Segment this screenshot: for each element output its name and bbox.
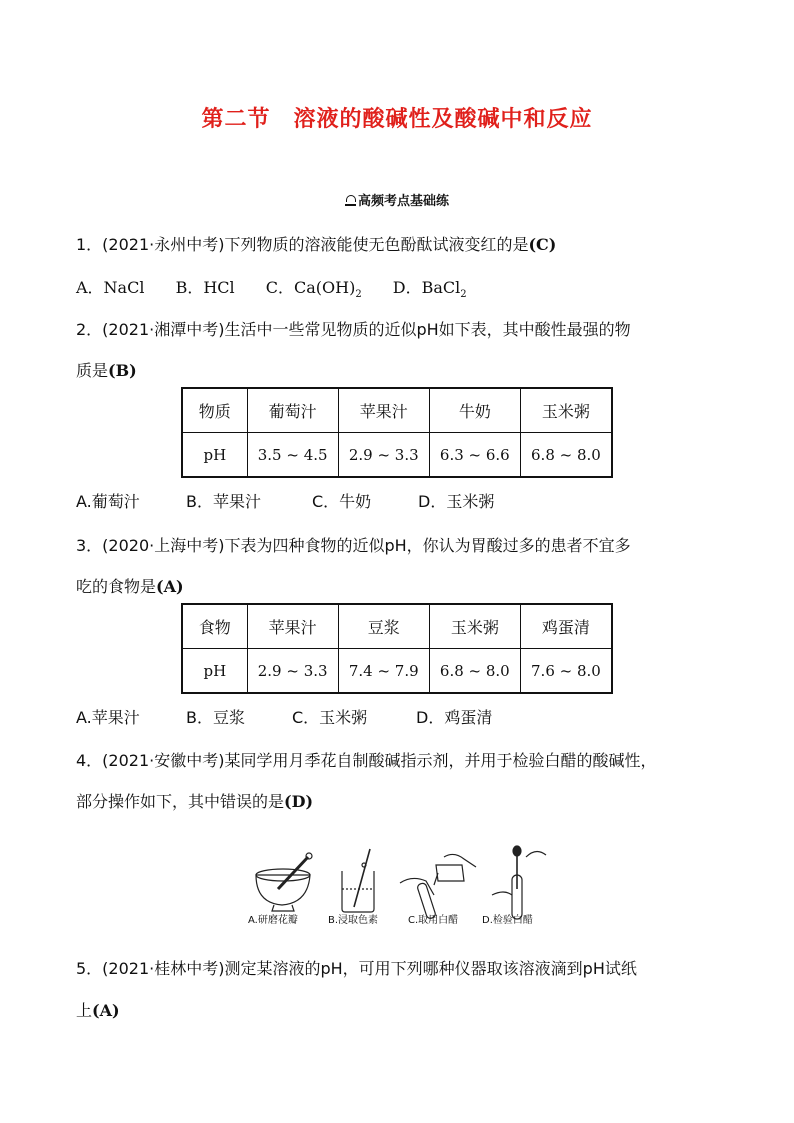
question-2-stem-line1: 2．(2021·湘潭中考)生活中一些常见物质的近似pH如下表，其中酸性最强的物 xyxy=(76,320,631,339)
option-d-main: D．BaCl xyxy=(392,278,461,297)
question-3-text: 吃的食物是 xyxy=(76,577,157,596)
option-c-sub: 2 xyxy=(355,289,362,301)
question-3-answer: (A) xyxy=(156,577,184,596)
table-cell: pH xyxy=(182,433,247,478)
question-1-answer: (C) xyxy=(528,235,557,254)
table-row xyxy=(182,433,612,478)
table-cell: 3.5 ~ 4.5 xyxy=(247,433,338,478)
figure-captions xyxy=(248,911,558,926)
table-cell: 6.8 ~ 8.0 xyxy=(429,649,520,694)
question-5-answer: (A) xyxy=(92,1001,120,1020)
page-title: 第二节 溶液的酸碱性及酸碱中和反应 xyxy=(201,107,593,132)
option-b: B．HCl xyxy=(175,278,235,297)
table-cell: 豆浆 xyxy=(338,604,429,649)
option-d: D．鸡蛋清 xyxy=(416,708,493,727)
table-row xyxy=(182,604,612,649)
option-c: C．牛奶 xyxy=(312,492,372,511)
caption-b: B.浸取色素 xyxy=(328,915,379,926)
question-3-stem-line2 xyxy=(76,574,184,597)
question-1-text: 1．(2021·永州中考)下列物质的溶液能使无色酚酞试液变红的是 xyxy=(76,235,529,254)
question-5-text: 上 xyxy=(76,1001,93,1020)
table-cell: 苹果汁 xyxy=(338,388,429,433)
option-b: B．豆浆 xyxy=(186,708,245,727)
option-d xyxy=(393,275,467,300)
question-2-text: 质是 xyxy=(76,361,109,380)
option-c: C．玉米粥 xyxy=(292,708,368,727)
question-2-options xyxy=(76,489,494,512)
caption-d: D.检验白醋 xyxy=(482,915,533,926)
table-cell: 玉米粥 xyxy=(520,388,612,433)
ph-table-q2 xyxy=(181,387,613,478)
table-cell: 2.9 ~ 3.3 xyxy=(247,649,338,694)
mortar-pestle-illustration xyxy=(256,853,312,911)
question-2-stem-line2 xyxy=(76,358,137,381)
caption-a: A.研磨花瓣 xyxy=(248,915,298,926)
table-cell: 6.8 ~ 8.0 xyxy=(520,433,612,478)
question-2-answer: (B) xyxy=(108,361,137,380)
dropper-test-illustration xyxy=(492,846,546,919)
question-4-answer: (D) xyxy=(284,792,314,811)
option-a: A.葡萄汁 xyxy=(76,492,140,511)
table-cell: 7.6 ~ 8.0 xyxy=(520,649,612,694)
option-d-sub: 2 xyxy=(460,289,467,301)
question-1-options xyxy=(76,275,493,300)
table-cell: pH xyxy=(182,649,247,694)
question-3-options xyxy=(76,705,492,728)
table-cell: 牛奶 xyxy=(429,388,520,433)
table-cell: 物质 xyxy=(182,388,247,433)
table-cell: 葡萄汁 xyxy=(247,388,338,433)
section-heading xyxy=(0,190,794,209)
table-cell: 鸡蛋清 xyxy=(520,604,612,649)
table-cell: 苹果汁 xyxy=(247,604,338,649)
option-d: D．玉米粥 xyxy=(418,492,495,511)
option-c-main: C．Ca(OH) xyxy=(265,278,356,297)
option-b: B．苹果汁 xyxy=(186,492,261,511)
table-cell: 7.4 ~ 7.9 xyxy=(338,649,429,694)
question-5-stem-line2 xyxy=(76,998,120,1021)
table-cell: 2.9 ~ 3.3 xyxy=(338,433,429,478)
pouring-illustration xyxy=(400,854,476,919)
option-a: A．NaCl xyxy=(76,278,145,297)
question-1-stem xyxy=(76,232,556,255)
bridge-icon xyxy=(345,195,356,206)
question-4-stem-line2 xyxy=(76,789,313,812)
table-row xyxy=(182,388,612,433)
caption-c: C.取用白醋 xyxy=(408,915,459,926)
beaker-illustration xyxy=(342,849,374,912)
option-a: A.苹果汁 xyxy=(76,708,140,727)
table-cell: 6.3 ~ 6.6 xyxy=(429,433,520,478)
question-3-stem-line1: 3．(2020·上海中考)下表为四种食物的近似pH，你认为胃酸过多的患者不宜多 xyxy=(76,536,631,555)
question-4-stem-line1: 4．(2021·安徽中考)某同学用月季花自制酸碱指示剂，并用于检验白醋的酸碱性， xyxy=(76,751,657,770)
table-cell: 食物 xyxy=(182,604,247,649)
table-cell: 玉米粥 xyxy=(429,604,520,649)
question-5-stem-line1: 5．(2021·桂林中考)测定某溶液的pH，可用下列哪种仪器取该溶液滴到pH试纸 xyxy=(76,959,637,978)
table-row xyxy=(182,649,612,694)
option-c xyxy=(266,275,362,300)
ph-table-q3 xyxy=(181,603,613,694)
section-heading-text: 高频考点基础练 xyxy=(357,194,449,209)
question-4-text: 部分操作如下，其中错误的是 xyxy=(76,792,285,811)
